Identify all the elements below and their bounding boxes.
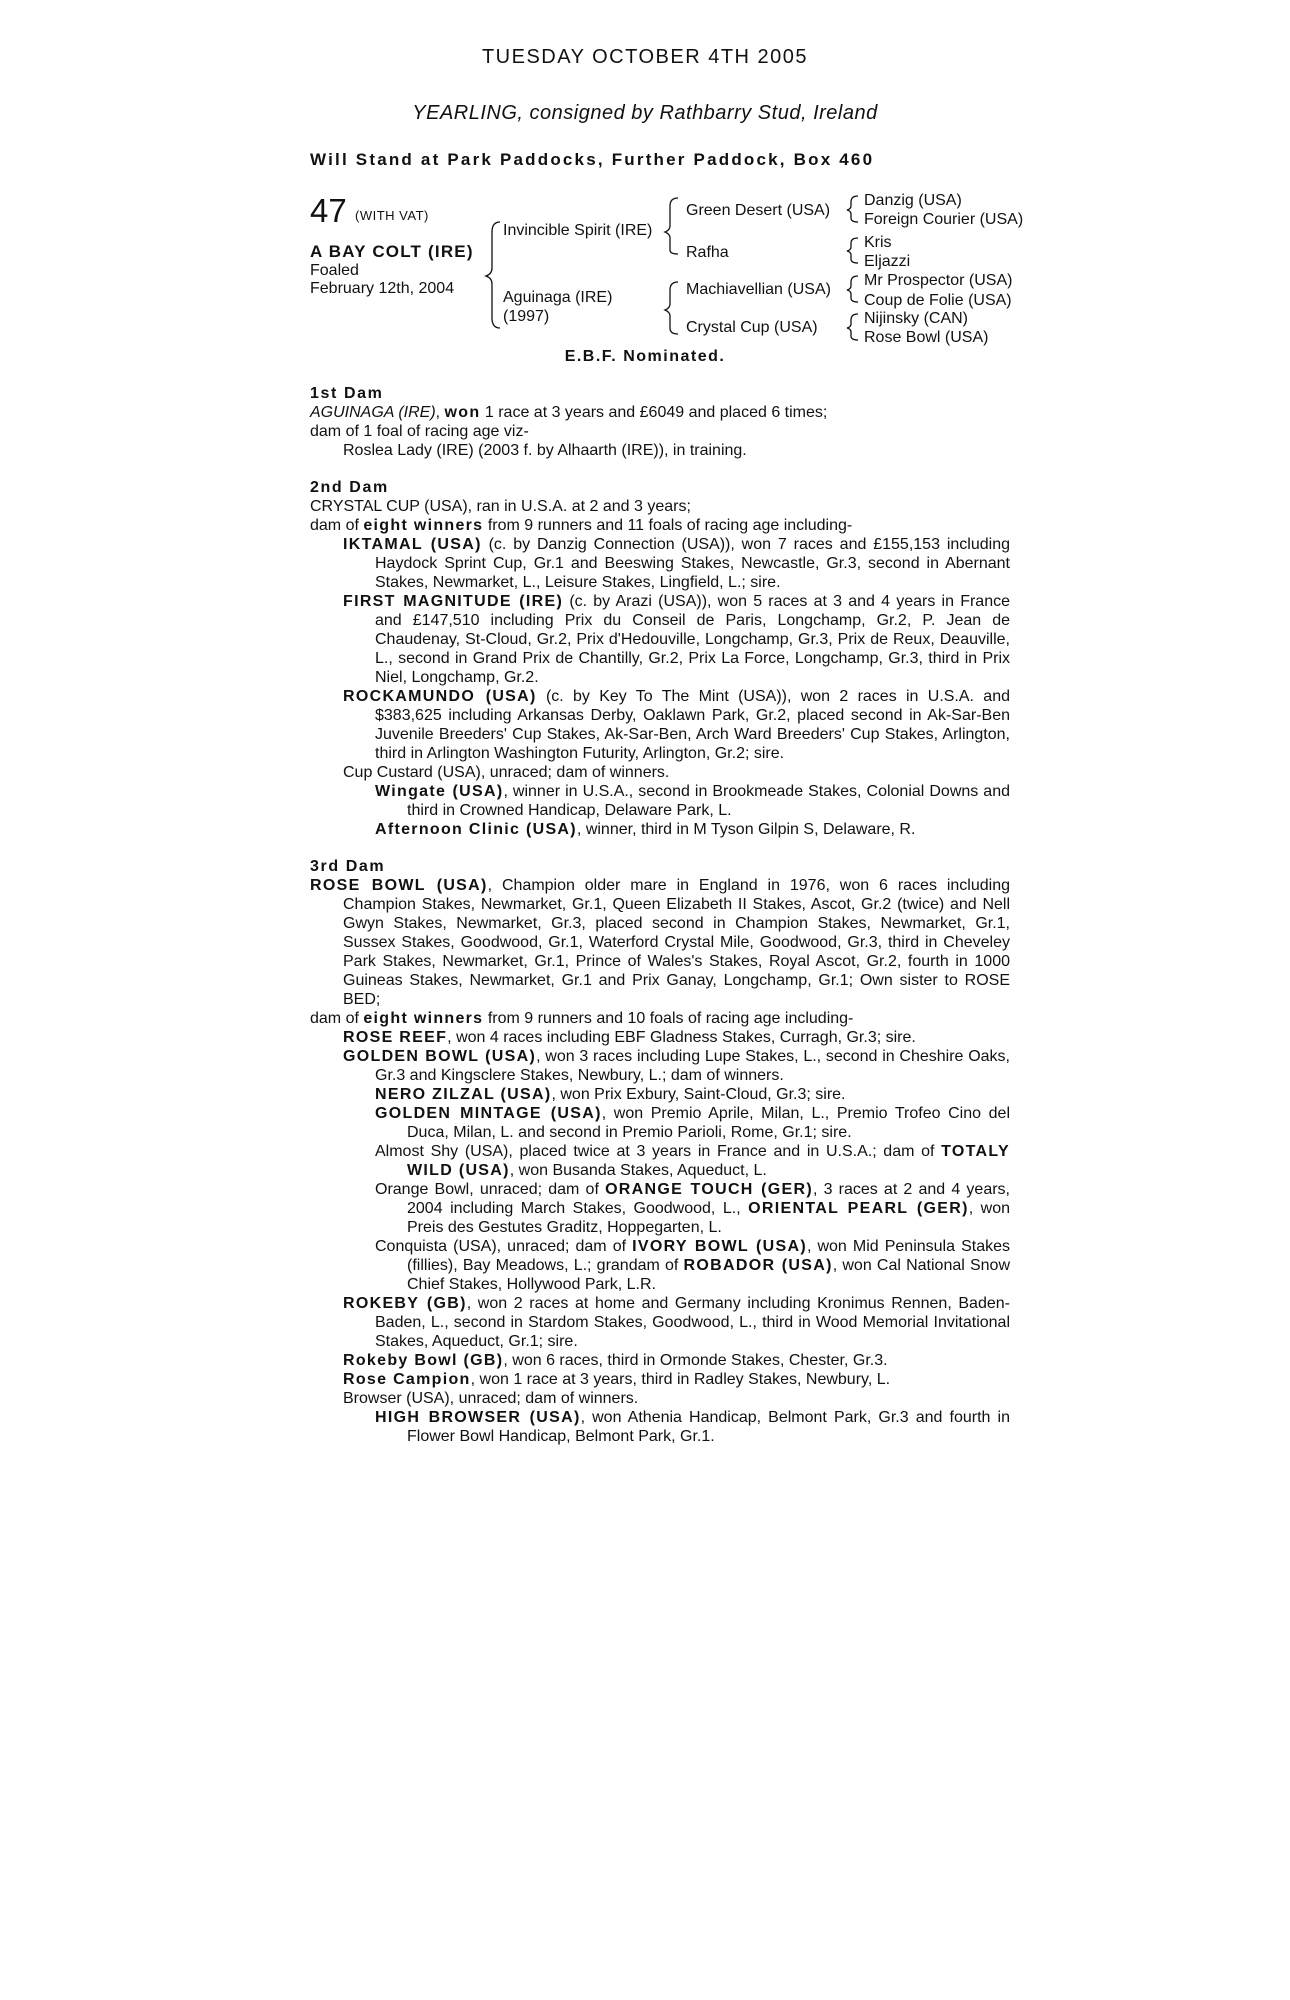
horse-name: GOLDEN MINTAGE (USA) bbox=[375, 1105, 602, 1122]
ebf-note: E.B.F. Nominated. bbox=[564, 348, 726, 365]
horse-name: ROSE REEF bbox=[343, 1029, 448, 1046]
text: , 3 races at 2 and 4 years, 2004 including March Stakes, Goodwood, L., bbox=[407, 1181, 1010, 1217]
great-grandparent: Foreign Courier (USA) bbox=[864, 211, 1024, 228]
text: , won 4 races including EBF Gladness Stakes, Curragh, Gr.3; sire. bbox=[447, 1029, 916, 1046]
dam-dam: Crystal Cup (USA) bbox=[686, 319, 818, 336]
horse-name: HIGH BROWSER (USA) bbox=[375, 1409, 581, 1426]
text: , won 6 races, third in Ormonde Stakes, Chester, Gr.3. bbox=[503, 1352, 888, 1369]
won-label: won bbox=[444, 404, 481, 421]
section-heading: 3rd Dam bbox=[310, 858, 386, 875]
text: , won 3 races including Lupe Stakes, L., second in Cheshire Oaks, Gr.3 and Kingsclere Stakes, Newbury, L.; dam of winners. bbox=[375, 1048, 1011, 1084]
produce-entry bbox=[310, 820, 1010, 839]
dam-line bbox=[310, 403, 1010, 422]
text: Conquista (USA), unraced; dam of bbox=[375, 1238, 633, 1255]
horse-name: Rose Campion bbox=[343, 1371, 471, 1388]
text: from 9 runners and 10 foals of racing age including- bbox=[483, 1010, 854, 1027]
great-grandparent: Rose Bowl (USA) bbox=[864, 329, 989, 346]
produce-entry bbox=[310, 1351, 1010, 1370]
lot-number: 47 bbox=[310, 192, 347, 229]
horse-name: ORANGE TOUCH (GER) bbox=[605, 1181, 813, 1198]
great-grandparent: Eljazzi bbox=[864, 253, 911, 270]
text: , won Busanda Stakes, Aqueduct, L. bbox=[509, 1162, 767, 1179]
text: dam of bbox=[310, 517, 364, 534]
horse-name: TOTALY WILD (USA) bbox=[407, 1143, 1010, 1179]
horse-name: ROSE BOWL (USA) bbox=[310, 877, 488, 894]
horse-name: NERO ZILZAL (USA) bbox=[375, 1086, 552, 1103]
sire-name: Invincible Spirit (IRE) bbox=[503, 222, 653, 239]
produce-entry: Roslea Lady (IRE) (2003 f. by Alhaarth (IRE)), in training. bbox=[343, 442, 747, 459]
produce-entry: Browser (USA), unraced; dam of winners. bbox=[343, 1390, 639, 1407]
text: , won 1 race at 3 years, third in Radley Stakes, Newbury, L. bbox=[470, 1371, 891, 1388]
text: , won Athenia Handicap, Belmont Park, Gr.3 and fourth in Flower Bowl Handicap, Belmont Park, Gr.1. bbox=[407, 1409, 1010, 1445]
consignor-line: YEARLING, consigned by Rathbarry Stud, Ireland bbox=[412, 102, 878, 124]
produce-entry bbox=[310, 592, 1010, 687]
section-heading: 1st Dam bbox=[310, 385, 384, 402]
stand-location: Will Stand at Park Paddocks, Further Paddock, Box 460 bbox=[310, 150, 875, 169]
horse-name: IVORY BOWL (USA) bbox=[632, 1238, 807, 1255]
dam-line bbox=[310, 876, 1010, 1009]
great-grandparent: Kris bbox=[864, 234, 892, 251]
produce-entry bbox=[310, 1370, 1010, 1389]
winners-count: eight winners bbox=[363, 1010, 484, 1027]
produce-line: dam of 1 foal of racing age viz- bbox=[310, 423, 529, 440]
horse-name: IKTAMAL (USA) bbox=[343, 536, 482, 553]
text: , won 2 races at home and Germany including Kronimus Rennen, Baden-Baden, L., second in Stardom Stakes, Goodwood, L., third in Wood Memorial Invitational Stakes, Aqueduct, Gr.1; sire. bbox=[375, 1295, 1010, 1350]
produce-entry bbox=[310, 1047, 1010, 1085]
text: 1 race at 3 years and £6049 and placed 6 times; bbox=[480, 404, 828, 421]
text: dam of bbox=[310, 1010, 364, 1027]
text: , won Prix Exbury, Saint-Cloud, Gr.3; sire. bbox=[551, 1086, 846, 1103]
text: (c. by Key To The Mint (USA)), won 2 races in U.S.A. and $383,625 including Arkansas Derby, Oaklawn Park, Gr.2, placed second in Ak-Sar-Ben Juvenile Breeders' Cup Stakes, Ak-Sar-Ben, Arch Ward Breeders' Cup Stakes, Arlington, third in Arlington Washington Futurity, Arlington, Gr.2; sire. bbox=[375, 688, 1010, 762]
horse-name: GOLDEN BOWL (USA) bbox=[343, 1048, 537, 1065]
produce-entry bbox=[310, 1294, 1010, 1351]
great-grandparent: Coup de Folie (USA) bbox=[864, 292, 1012, 309]
produce-entry bbox=[310, 782, 1010, 820]
vat-note: (WITH VAT) bbox=[355, 208, 429, 223]
dam-year: (1997) bbox=[503, 308, 550, 325]
section-heading: 2nd Dam bbox=[310, 479, 389, 496]
text: , Champion older mare in England in 1976, won 6 races including Champion Stakes, Newmarket, Gr.1, Queen Elizabeth II Stakes, Ascot, Gr.2 (twice) and Nell Gwyn Stakes, Newmarket, Gr.3, placed second in Champion Stakes, Newmarket, Gr.1, Sussex Stakes, Goodwood, Gr.1, Waterford Crystal Mile, Goodwood, Gr.3, third in Cheveley Park Stakes, Newmarket, Gr.1, Prince of Wales's Stakes, Royal Ascot, Gr.2, fourth in 1000 Guineas Stakes, Newmarket, Gr.1 and Prix Ganay, Longchamp, Gr.1; Own sister to ROSE BED; bbox=[343, 877, 1010, 1008]
text: Almost Shy (USA), placed twice at 3 years in France and in U.S.A.; dam of bbox=[375, 1143, 942, 1160]
text: , winner, third in M Tyson Gilpin S, Delaware, R. bbox=[576, 821, 916, 838]
produce-entry bbox=[310, 1085, 1010, 1104]
produce-entry bbox=[310, 1237, 1010, 1294]
horse-name: Wingate (USA) bbox=[375, 783, 504, 800]
winners-count: eight winners bbox=[363, 517, 484, 534]
text: Orange Bowl, unraced; dam of bbox=[375, 1181, 606, 1198]
dam-line: CRYSTAL CUP (USA), ran in U.S.A. at 2 and 3 years; bbox=[310, 498, 691, 515]
second-dam-section bbox=[310, 478, 1010, 839]
sire-dam: Rafha bbox=[686, 244, 729, 261]
text: , won Mid Peninsula Stakes (fillies), Bay Meadows, L.; grandam of bbox=[407, 1238, 1010, 1274]
dam-sire: Machiavellian (USA) bbox=[686, 281, 831, 298]
foal-date: February 12th, 2004 bbox=[310, 280, 455, 297]
text: (c. by Danzig Connection (USA)), won 7 races and £155,153 including Haydock Sprint Cup, Gr.1 and Beeswing Stakes, Newcastle, Gr.3, second in Abernant Stakes, Newmarket, L., Leisure Stakes, Lingfield, L.; sire. bbox=[375, 536, 1010, 591]
horse-name: ROCKAMUNDO (USA) bbox=[343, 688, 537, 705]
sale-date: TUESDAY OCTOBER 4TH 2005 bbox=[481, 46, 809, 68]
horse-name: ROBADOR (USA) bbox=[683, 1257, 833, 1274]
text: , won Preis des Gestutes Graditz, Hoppegarten, L. bbox=[407, 1200, 1011, 1236]
produce-entry: Cup Custard (USA), unraced; dam of winners. bbox=[343, 764, 670, 781]
text: from 9 runners and 11 foals of racing age including- bbox=[483, 517, 853, 534]
produce-entry bbox=[310, 1408, 1010, 1446]
produce-entry bbox=[310, 687, 1010, 763]
produce-entry bbox=[310, 1104, 1010, 1142]
text: (c. by Arazi (USA)), won 5 races at 3 and 4 years in France and £147,510 including Prix du Conseil de Paris, Longchamp, Gr.2, P. Jean de Chaudenay, St-Cloud, Gr.2, Prix d'Hedouville, Longchamp, Gr.3, Prix de Reux, Deauville, L., second in Grand Prix de Chantilly, Gr.2, Prix La Force, Longchamp, Gr.3, third in Prix Niel, Longchamp, Gr.2. bbox=[375, 593, 1011, 686]
produce-line bbox=[310, 1009, 1010, 1028]
produce-entry bbox=[310, 535, 1010, 592]
horse-name: Rokeby Bowl (GB) bbox=[343, 1352, 504, 1369]
produce-line bbox=[310, 516, 1010, 535]
horse-name: ORIENTAL PEARL (GER) bbox=[748, 1200, 969, 1217]
great-grandparent: Danzig (USA) bbox=[864, 192, 962, 209]
dam-name: Aguinaga (IRE) bbox=[503, 289, 613, 306]
pedigree-brackets bbox=[0, 0, 1290, 360]
foaled-label: Foaled bbox=[310, 262, 359, 279]
horse-name: Afternoon Clinic (USA) bbox=[375, 821, 577, 838]
sire-sire: Green Desert (USA) bbox=[686, 202, 831, 219]
horse-name: ROKEBY (GB) bbox=[343, 1295, 467, 1312]
horse-name: FIRST MAGNITUDE (IRE) bbox=[343, 593, 564, 610]
great-grandparent: Nijinsky (CAN) bbox=[864, 310, 968, 327]
great-grandparent: Mr Prospector (USA) bbox=[864, 272, 1013, 289]
produce-entry bbox=[310, 1028, 1010, 1047]
produce-entry bbox=[310, 1180, 1010, 1237]
lot-name: A BAY COLT (IRE) bbox=[310, 242, 474, 261]
first-dam-section bbox=[310, 384, 1010, 460]
dam-name: AGUINAGA (IRE) bbox=[310, 404, 436, 421]
pedigree-notes bbox=[310, 384, 1010, 1446]
third-dam-section bbox=[310, 857, 1010, 1446]
text: , bbox=[435, 404, 445, 421]
text: , won Premio Aprile, Milan, L., Premio Trofeo Cino del Duca, Milan, L. and second in Premio Parioli, Rome, Gr.1; sire. bbox=[407, 1105, 1011, 1141]
text: , won Cal National Snow Chief Stakes, Hollywood Park, L.R. bbox=[407, 1257, 1011, 1293]
produce-entry bbox=[310, 1142, 1010, 1180]
text: , winner in U.S.A., second in Brookmeade Stakes, Colonial Downs and third in Crowned Handicap, Delaware Park, L. bbox=[407, 783, 1010, 819]
